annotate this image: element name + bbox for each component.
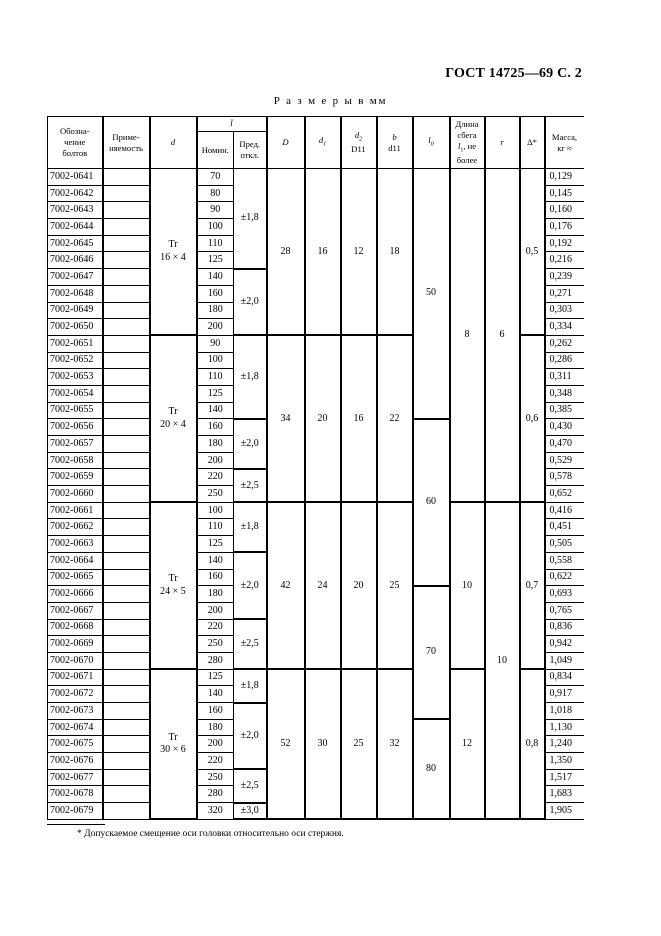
applicability-cell xyxy=(103,719,150,736)
applicability-cell xyxy=(103,486,150,503)
tolerance-cell: ±2,0 xyxy=(234,703,267,770)
col-r xyxy=(485,117,520,169)
footnote: * Допускаемое смещение оси головки относительно оси стержня. xyxy=(77,829,344,839)
D-cell: 28 xyxy=(267,169,305,336)
applicability-cell xyxy=(103,536,150,553)
applicability-cell xyxy=(103,219,150,236)
applicability-cell xyxy=(103,335,150,352)
designation-cell: 7002-0672 xyxy=(48,686,103,703)
length-nominal-cell: 70 xyxy=(197,169,234,186)
mass-cell: 0,430 xyxy=(545,419,584,436)
applicability-cell xyxy=(103,319,150,336)
length-nominal-cell: 220 xyxy=(197,619,234,636)
tolerance-cell: ±1,8 xyxy=(234,335,267,418)
b-cell: 32 xyxy=(377,669,413,819)
d2-cell: 12 xyxy=(341,169,377,336)
col-l-deviation xyxy=(234,132,267,169)
length-nominal-cell: 100 xyxy=(197,502,234,519)
applicability-cell xyxy=(103,285,150,302)
tolerance-cell: ±2,5 xyxy=(234,769,267,802)
length-nominal-cell: 200 xyxy=(197,319,234,336)
mass-cell: 0,529 xyxy=(545,452,584,469)
applicability-cell xyxy=(103,469,150,486)
length-nominal-cell: 250 xyxy=(197,636,234,653)
applicability-cell xyxy=(103,169,150,186)
mass-cell: 0,303 xyxy=(545,302,584,319)
thread-cell xyxy=(150,335,197,502)
mass-cell: 0,348 xyxy=(545,385,584,402)
tolerance-cell: ±3,0 xyxy=(234,803,267,820)
mass-cell: 0,834 xyxy=(545,669,584,686)
designation-cell: 7002-0650 xyxy=(48,319,103,336)
length-nominal-cell: 200 xyxy=(197,736,234,753)
length-nominal-cell: 200 xyxy=(197,452,234,469)
col-d1: $d_1$ xyxy=(305,117,341,169)
applicability-cell xyxy=(103,452,150,469)
applicability-cell xyxy=(103,252,150,269)
length-nominal-cell: 125 xyxy=(197,669,234,686)
mass-cell: 1,240 xyxy=(545,736,584,753)
designation-cell: 7002-0675 xyxy=(48,736,103,753)
length-nominal-cell: 320 xyxy=(197,803,234,820)
designation-cell: 7002-0679 xyxy=(48,803,103,820)
length-nominal-cell: 280 xyxy=(197,786,234,803)
D-cell: 34 xyxy=(267,335,305,502)
mass-cell: 0,129 xyxy=(545,169,584,186)
designation-cell: 7002-0651 xyxy=(48,335,103,352)
run-length-cell: 10 xyxy=(450,502,485,669)
col-designation-text: Обозна- чение болтов xyxy=(59,126,90,158)
mass-cell: 0,311 xyxy=(545,369,584,386)
mass-cell: 0,216 xyxy=(545,252,584,269)
tolerance-cell: ±2,0 xyxy=(234,419,267,469)
designation-cell: 7002-0676 xyxy=(48,753,103,770)
tolerance-cell: ±1,8 xyxy=(234,669,267,702)
designation-cell: 7002-0652 xyxy=(48,352,103,369)
applicability-cell xyxy=(103,686,150,703)
designation-cell: 7002-0668 xyxy=(48,619,103,636)
designation-cell: 7002-0658 xyxy=(48,452,103,469)
delta-cell: 0,8 xyxy=(520,669,545,819)
designation-cell: 7002-0662 xyxy=(48,519,103,536)
applicability-cell xyxy=(103,502,150,519)
mass-cell: 0,416 xyxy=(545,502,584,519)
length-nominal-cell: 140 xyxy=(197,552,234,569)
applicability-cell xyxy=(103,235,150,252)
applicability-cell xyxy=(103,652,150,669)
col-delta xyxy=(520,117,545,169)
designation-cell: 7002-0656 xyxy=(48,419,103,436)
designation-cell: 7002-0647 xyxy=(48,269,103,286)
tolerance-cell: ±1,8 xyxy=(234,502,267,552)
length-nominal-cell: 160 xyxy=(197,569,234,586)
D-cell: 52 xyxy=(267,669,305,819)
length-nominal-cell: 180 xyxy=(197,302,234,319)
D-cell: 42 xyxy=(267,502,305,669)
applicability-cell xyxy=(103,419,150,436)
designation-cell: 7002-0654 xyxy=(48,385,103,402)
length-nominal-cell: 140 xyxy=(197,402,234,419)
designation-cell: 7002-0674 xyxy=(48,719,103,736)
designation-cell: 7002-0649 xyxy=(48,302,103,319)
b-cell: 18 xyxy=(377,169,413,336)
length-nominal-cell: 125 xyxy=(197,385,234,402)
applicability-cell xyxy=(103,569,150,586)
applicability-cell xyxy=(103,369,150,386)
table-row xyxy=(48,169,584,186)
designation-cell: 7002-0666 xyxy=(48,586,103,603)
length-nominal-cell: 100 xyxy=(197,219,234,236)
thread-text: Tr 20 × 4 xyxy=(160,406,186,430)
mass-cell: 0,765 xyxy=(545,602,584,619)
designation-cell: 7002-0678 xyxy=(48,786,103,803)
d1-cell: 16 xyxy=(305,169,341,336)
mass-cell: 0,192 xyxy=(545,235,584,252)
mass-cell: 0,286 xyxy=(545,352,584,369)
d1-cell: 20 xyxy=(305,335,341,502)
length-nominal-cell: 110 xyxy=(197,235,234,252)
mass-cell: 0,451 xyxy=(545,519,584,536)
l0-cell: 80 xyxy=(413,719,450,819)
col-applicability-text: Приме- няемость xyxy=(109,131,143,153)
thread-cell xyxy=(150,669,197,819)
col-l0: $l_0$ xyxy=(413,117,450,169)
col-l-text: l xyxy=(230,118,233,129)
designation-cell: 7002-0642 xyxy=(48,185,103,202)
length-nominal-cell: 180 xyxy=(197,719,234,736)
applicability-cell xyxy=(103,619,150,636)
table-row xyxy=(48,502,584,519)
d2-cell: 16 xyxy=(341,335,377,502)
mass-cell: 0,262 xyxy=(545,335,584,352)
length-nominal-cell: 90 xyxy=(197,202,234,219)
length-nominal-cell: 100 xyxy=(197,352,234,369)
d2-cell: 25 xyxy=(341,669,377,819)
tolerance-cell: ±2,5 xyxy=(234,469,267,502)
mass-cell: 0,693 xyxy=(545,586,584,603)
mass-cell: 0,145 xyxy=(545,185,584,202)
mass-cell: 1,049 xyxy=(545,652,584,669)
col-l-nominal xyxy=(197,132,234,169)
d1-cell: 24 xyxy=(305,502,341,669)
length-nominal-cell: 110 xyxy=(197,519,234,536)
length-nominal-cell: 180 xyxy=(197,436,234,453)
col-b: b d11 xyxy=(377,117,413,169)
length-nominal-cell: 140 xyxy=(197,686,234,703)
table-body xyxy=(48,169,584,820)
col-l-nominal-text: Номин. xyxy=(201,144,229,155)
mass-cell: 0,622 xyxy=(545,569,584,586)
r-cell: 6 xyxy=(485,169,520,503)
length-nominal-cell: 180 xyxy=(197,586,234,603)
length-nominal-cell: 200 xyxy=(197,602,234,619)
mass-cell: 0,176 xyxy=(545,219,584,236)
applicability-cell xyxy=(103,803,150,820)
l0-cell: 60 xyxy=(413,419,450,586)
length-nominal-cell: 140 xyxy=(197,269,234,286)
mass-cell: 1,018 xyxy=(545,703,584,720)
col-mass xyxy=(545,117,584,169)
mass-cell: 0,942 xyxy=(545,636,584,653)
mass-cell: 0,239 xyxy=(545,269,584,286)
standard-header: ГОСТ 14725—69 С. 2 xyxy=(445,66,582,81)
thread-cell xyxy=(150,169,197,336)
designation-cell: 7002-0644 xyxy=(48,219,103,236)
dimensions-caption: Р а з м е р ы в мм xyxy=(273,95,388,107)
b-cell: 22 xyxy=(377,335,413,502)
delta-cell: 0,5 xyxy=(520,169,545,336)
tolerance-cell: ±2,0 xyxy=(234,269,267,336)
bolt-dimensions-table xyxy=(47,116,584,820)
mass-cell: 0,558 xyxy=(545,552,584,569)
col-D xyxy=(267,117,305,169)
length-nominal-cell: 90 xyxy=(197,335,234,352)
designation-cell: 7002-0667 xyxy=(48,602,103,619)
mass-cell: 1,683 xyxy=(545,786,584,803)
mass-cell: 0,160 xyxy=(545,202,584,219)
designation-cell: 7002-0661 xyxy=(48,502,103,519)
designation-cell: 7002-0660 xyxy=(48,486,103,503)
length-nominal-cell: 220 xyxy=(197,469,234,486)
length-nominal-cell: 160 xyxy=(197,285,234,302)
length-nominal-cell: 250 xyxy=(197,486,234,503)
mass-cell: 1,350 xyxy=(545,753,584,770)
run-length-cell: 12 xyxy=(450,669,485,819)
mass-cell: 0,652 xyxy=(545,486,584,503)
mass-cell: 1,905 xyxy=(545,803,584,820)
applicability-cell xyxy=(103,753,150,770)
designation-cell: 7002-0653 xyxy=(48,369,103,386)
mass-cell: 0,385 xyxy=(545,402,584,419)
applicability-cell xyxy=(103,402,150,419)
tolerance-cell: ±1,8 xyxy=(234,169,267,269)
applicability-cell xyxy=(103,352,150,369)
r-cell: 10 xyxy=(485,502,520,819)
designation-cell: 7002-0657 xyxy=(48,436,103,453)
designation-cell: 7002-0641 xyxy=(48,169,103,186)
footnote-rule xyxy=(47,824,105,825)
tolerance-cell: ±2,0 xyxy=(234,552,267,619)
mass-cell: 1,517 xyxy=(545,769,584,786)
run-length-cell: 8 xyxy=(450,169,485,503)
applicability-cell xyxy=(103,786,150,803)
length-nominal-cell: 160 xyxy=(197,419,234,436)
applicability-cell xyxy=(103,185,150,202)
d2-cell: 20 xyxy=(341,502,377,669)
col-d xyxy=(150,117,197,169)
length-nominal-cell: 125 xyxy=(197,252,234,269)
applicability-cell xyxy=(103,769,150,786)
applicability-cell xyxy=(103,703,150,720)
length-nominal-cell: 280 xyxy=(197,652,234,669)
applicability-cell xyxy=(103,586,150,603)
col-d2: $d_2$ D11 xyxy=(341,117,377,169)
delta-cell: 0,7 xyxy=(520,502,545,669)
col-l-deviation-text: Пред. откл. xyxy=(239,139,261,160)
designation-cell: 7002-0665 xyxy=(48,569,103,586)
length-nominal-cell: 250 xyxy=(197,769,234,786)
length-nominal-cell: 80 xyxy=(197,185,234,202)
b-cell: 25 xyxy=(377,502,413,669)
delta-cell: 0,6 xyxy=(520,335,545,502)
designation-cell: 7002-0659 xyxy=(48,469,103,486)
col-D-text: D xyxy=(282,137,289,147)
mass-cell: 0,271 xyxy=(545,285,584,302)
designation-cell: 7002-0673 xyxy=(48,703,103,720)
mass-cell: 0,836 xyxy=(545,619,584,636)
thread-text: Tr 24 × 5 xyxy=(160,573,186,597)
designation-cell: 7002-0648 xyxy=(48,285,103,302)
col-applicability xyxy=(103,117,150,169)
applicability-cell xyxy=(103,202,150,219)
thread-text: Tr 30 × 6 xyxy=(160,731,186,756)
designation-cell: 7002-0670 xyxy=(48,652,103,669)
applicability-cell xyxy=(103,302,150,319)
designation-cell: 7002-0677 xyxy=(48,769,103,786)
l0-cell: 50 xyxy=(413,169,450,419)
designation-cell: 7002-0663 xyxy=(48,536,103,553)
designation-cell: 7002-0645 xyxy=(48,235,103,252)
thread-text: Tr 16 × 4 xyxy=(160,239,186,263)
mass-cell: 0,334 xyxy=(545,319,584,336)
mass-cell: 0,578 xyxy=(545,469,584,486)
applicability-cell xyxy=(103,269,150,286)
mass-cell: 0,505 xyxy=(545,536,584,553)
length-nominal-cell: 220 xyxy=(197,753,234,770)
col-r-text: r xyxy=(500,137,504,147)
applicability-cell xyxy=(103,436,150,453)
tolerance-cell: ±2,5 xyxy=(234,619,267,669)
applicability-cell xyxy=(103,669,150,686)
col-l xyxy=(197,117,267,132)
applicability-cell xyxy=(103,602,150,619)
designation-cell: 7002-0671 xyxy=(48,669,103,686)
length-nominal-cell: 125 xyxy=(197,536,234,553)
thread-cell xyxy=(150,502,197,669)
length-nominal-cell: 160 xyxy=(197,703,234,720)
applicability-cell xyxy=(103,552,150,569)
designation-cell: 7002-0664 xyxy=(48,552,103,569)
col-d-text: d xyxy=(170,137,176,147)
designation-cell: 7002-0655 xyxy=(48,402,103,419)
col-delta-text: Δ* xyxy=(527,137,537,147)
mass-cell: 1,130 xyxy=(545,719,584,736)
applicability-cell xyxy=(103,736,150,753)
designation-cell: 7002-0646 xyxy=(48,252,103,269)
col-mass-text: Масса, кг ≈ xyxy=(551,131,578,153)
mass-cell: 0,917 xyxy=(545,686,584,703)
col-run-length: Длина сбега $l_1$, не более xyxy=(450,117,485,169)
designation-cell: 7002-0669 xyxy=(48,636,103,653)
applicability-cell xyxy=(103,636,150,653)
designation-cell: 7002-0643 xyxy=(48,202,103,219)
l0-cell: 70 xyxy=(413,586,450,720)
applicability-cell xyxy=(103,385,150,402)
length-nominal-cell: 110 xyxy=(197,369,234,386)
col-designation xyxy=(48,117,103,169)
d1-cell: 30 xyxy=(305,669,341,819)
mass-cell: 0,470 xyxy=(545,436,584,453)
applicability-cell xyxy=(103,519,150,536)
